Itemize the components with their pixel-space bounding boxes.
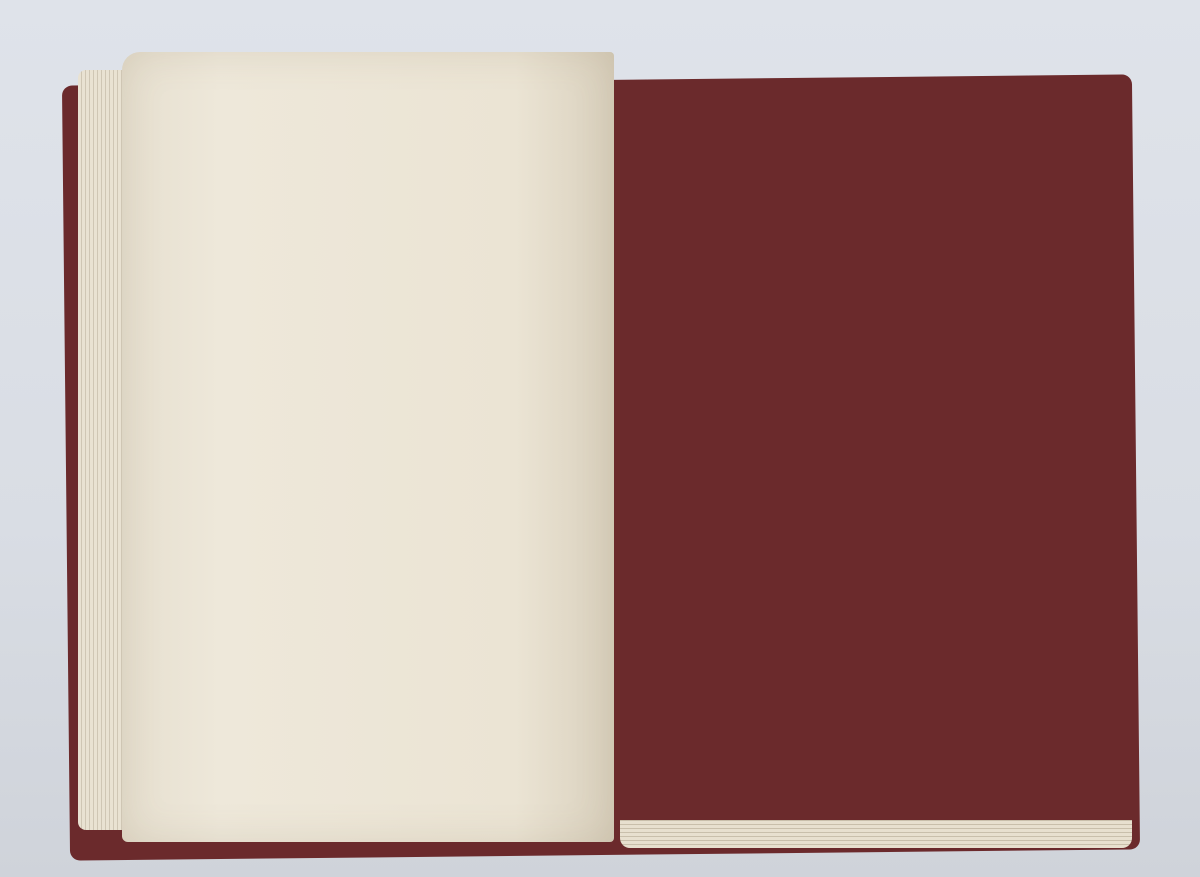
left-page [122, 52, 614, 842]
page-stack-bottom [620, 820, 1132, 848]
